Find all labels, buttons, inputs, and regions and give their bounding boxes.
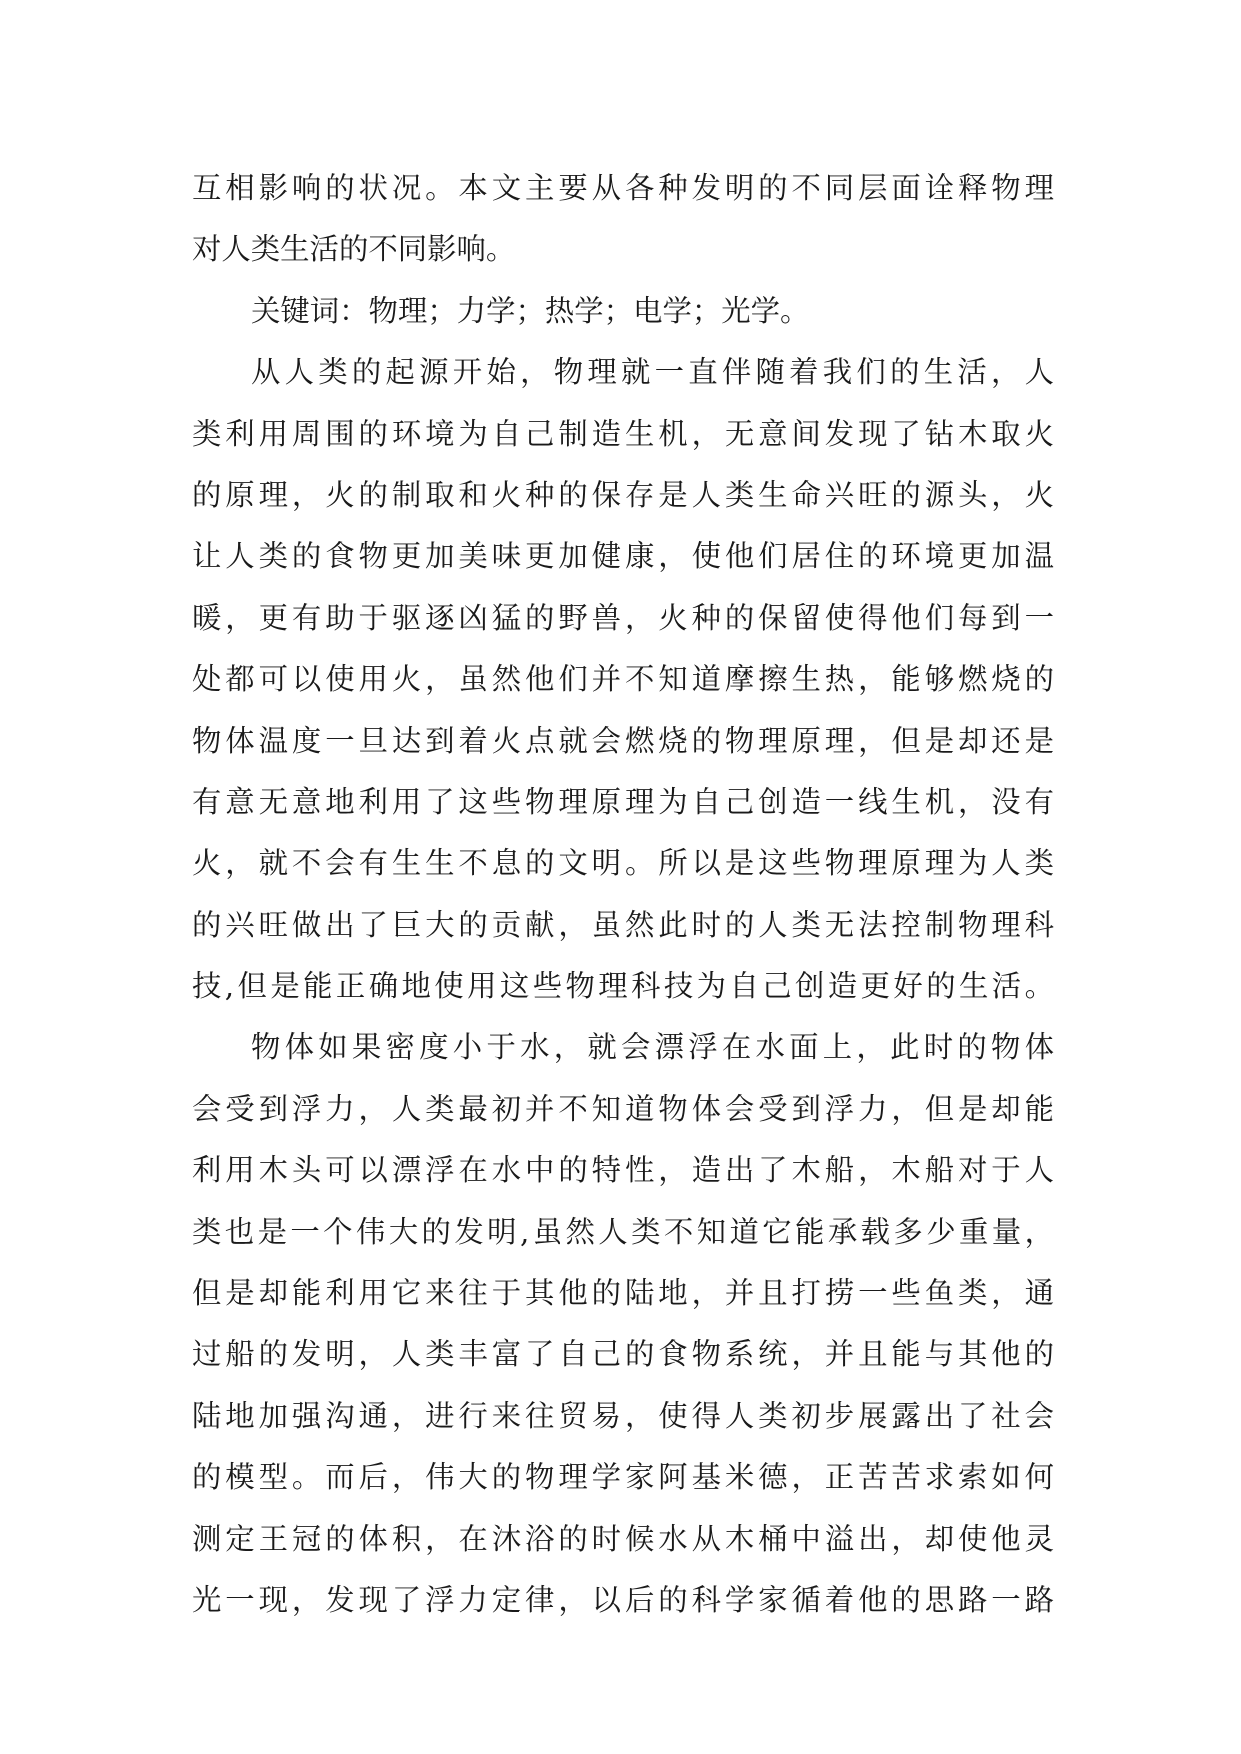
text-line: 的模型。而后，伟大的物理学家阿基米德，正苦苦求索如何 <box>192 1460 1054 1495</box>
text-line: 类也是一个伟大的发明,虽然人类不知道它能承载多少重量， <box>192 1214 1054 1249</box>
paragraph-buoyancy <box>192 1017 1054 1631</box>
text-line: 测定王冠的体积，在沐浴的时候水从木桶中溢出，却使他灵 <box>192 1521 1054 1556</box>
paragraph-fire <box>192 342 1054 1017</box>
text-line: 处都可以使用火，虽然他们并不知道摩擦生热，能够燃烧的 <box>192 662 1054 697</box>
text-line: 有意无意地利用了这些物理原理为自己创造一线生机，没有 <box>192 784 1054 819</box>
text-line: 让人类的食物更加美味更加健康，使他们居住的环境更加温 <box>192 539 1054 574</box>
body-text <box>192 158 1054 1631</box>
text-line: 类利用周围的环境为自己制造生机，无意间发现了钻木取火 <box>192 416 1054 451</box>
text-line: 互相影响的状况。本文主要从各种发明的不同层面诠释物理 <box>192 171 1054 205</box>
paragraph-abstract-tail <box>192 158 1054 281</box>
text-line: 利用木头可以漂浮在水中的特性，造出了木船，木船对于人 <box>192 1153 1054 1188</box>
text-line: 会受到浮力，人类最初并不知道物体会受到浮力，但是却能 <box>192 1091 1054 1126</box>
text-line: 物体如果密度小于水，就会漂浮在水面上，此时的物体 <box>251 1030 1054 1065</box>
text-line: 对人类生活的不同影响。 <box>192 232 516 267</box>
text-line: 从人类的起源开始，物理就一直伴随着我们的生活，人 <box>251 355 1054 390</box>
text-line: 光一现，发现了浮力定律，以后的科学家循着他的思路一路 <box>192 1582 1054 1617</box>
text-line: 火，就不会有生生不息的文明。所以是这些物理原理为人类 <box>192 846 1054 881</box>
text-line: 但是却能利用它来往于其他的陆地，并且打捞一些鱼类，通 <box>192 1276 1054 1311</box>
text-line: 暖，更有助于驱逐凶猛的野兽，火种的保留使得他们每到一 <box>192 600 1054 635</box>
text-line: 陆地加强沟通，进行来往贸易，使得人类初步展露出了社会 <box>192 1398 1054 1433</box>
paragraph-keywords <box>192 281 1054 342</box>
text-line: 的原理，火的制取和火种的保存是人类生命兴旺的源头，火 <box>192 477 1054 512</box>
text-line: 技,但是能正确地使用这些物理科技为自己创造更好的生活。 <box>192 969 1054 1004</box>
text-line: 物体温度一旦达到着火点就会燃烧的物理原理，但是却还是 <box>192 723 1054 758</box>
text-line: 的兴旺做出了巨大的贡献，虽然此时的人类无法控制物理科 <box>192 907 1054 942</box>
keywords-line: 关键词：物理；力学；热学；电学；光学。 <box>251 293 810 328</box>
text-line: 过船的发明，人类丰富了自己的食物系统，并且能与其他的 <box>192 1337 1054 1372</box>
